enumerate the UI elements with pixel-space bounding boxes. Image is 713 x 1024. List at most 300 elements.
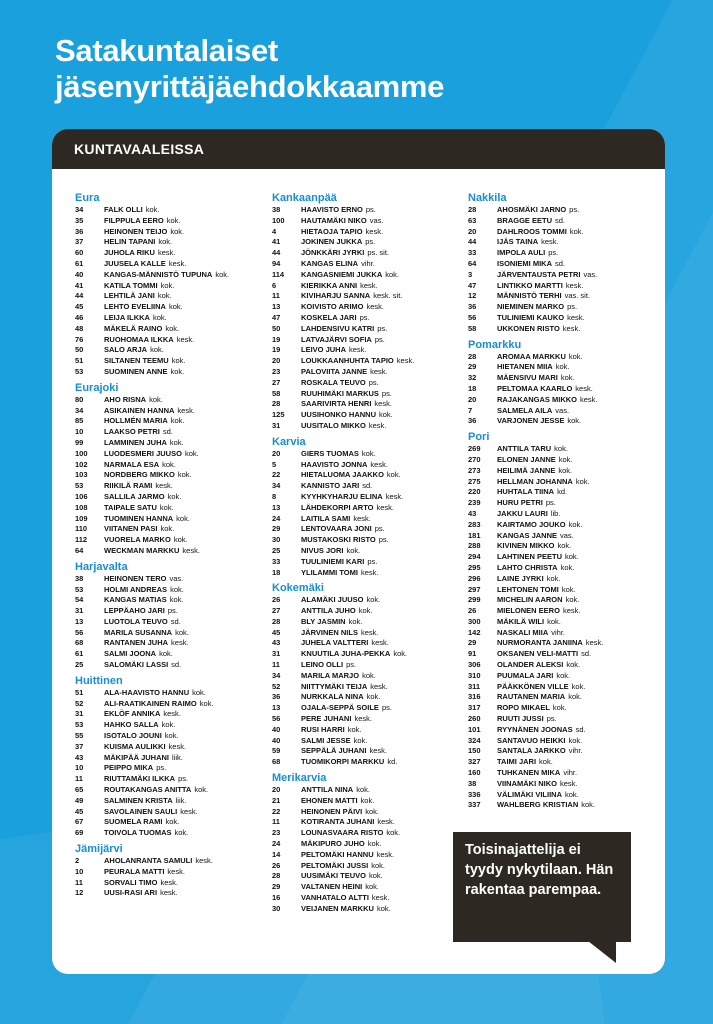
candidate-row	[468, 617, 658, 628]
candidate-number: 43	[272, 638, 281, 648]
candidate-name: NORDBERG MIKKO	[104, 470, 175, 480]
candidate-name: TUOMINEN HANNA	[104, 513, 174, 523]
candidate-row	[75, 709, 265, 720]
candidate-row	[272, 828, 462, 839]
candidate-party: kesk.	[365, 226, 384, 236]
candidate-row	[75, 291, 265, 302]
candidate-number: 12	[468, 291, 477, 301]
candidate-row	[75, 888, 265, 899]
candidate-name: LEPPÄAHO JARI	[104, 606, 165, 616]
candidate-party: ps.	[377, 323, 388, 333]
candidate-number: 41	[75, 280, 84, 290]
candidate-name: ALA-HAAVISTO HANNU	[104, 687, 190, 697]
candidate-row	[75, 731, 265, 742]
candidate-party: kok.	[581, 800, 596, 810]
candidate-row	[75, 481, 265, 492]
candidate-row	[468, 779, 658, 790]
candidate-party: ps.	[365, 205, 376, 214]
candidate-name: KANGAS-MÄNNISTÖ TUPUNA	[104, 269, 213, 279]
candidate-row	[75, 449, 265, 460]
candidate-party: vas.	[169, 573, 184, 583]
candidate-party: kok.	[199, 698, 214, 708]
candidate-number: 63	[468, 215, 477, 225]
candidate-row	[272, 281, 462, 292]
headline-line-1: Satakuntalaiset	[55, 33, 278, 68]
candidate-row	[468, 324, 658, 335]
candidate-name: ANTTILA NINA	[301, 785, 354, 795]
candidate-name: OKSANEN VELI-MATTI	[497, 649, 579, 659]
candidate-number: 38	[75, 573, 84, 583]
candidate-party: sd.	[581, 649, 592, 659]
candidate-number: 64	[468, 258, 477, 268]
candidate-party: kok.	[169, 437, 184, 447]
candidate-row	[468, 757, 658, 768]
candidate-name: RIUTTAMÄKI ILKKA	[104, 774, 176, 784]
candidate-row	[272, 692, 462, 703]
candidate-name: FILPPULA EERO	[104, 215, 164, 225]
candidate-name: HEINONEN TEIJO	[104, 226, 168, 236]
candidate-number: 12	[75, 888, 84, 898]
candidate-number: 297	[468, 584, 481, 594]
candidate-name: LEINO OLLI	[301, 660, 344, 670]
candidate-number: 296	[468, 573, 481, 583]
candidate-name: GIERS TUOMAS	[301, 448, 359, 458]
candidate-row	[75, 395, 265, 406]
candidate-name: KOSKELA JARI	[301, 312, 357, 322]
candidate-row	[468, 563, 658, 574]
candidate-party: kok.	[376, 903, 391, 913]
candidate-number: 13	[272, 302, 281, 312]
candidate-row	[272, 367, 462, 378]
candidate-name: NURKKALA NINA	[301, 692, 364, 702]
candidate-name: RUSI HARRI	[301, 724, 345, 734]
candidate-name: IJÄS TAINA	[497, 237, 539, 247]
candidate-number: 43	[468, 508, 477, 518]
candidate-party: kok.	[558, 465, 573, 475]
candidate-party: kesk.	[180, 806, 198, 816]
candidate-party: kesk.	[371, 893, 390, 903]
candidate-row	[468, 746, 658, 757]
candidate-row	[468, 259, 658, 270]
candidate-party: kok.	[571, 681, 586, 691]
candidate-row	[272, 237, 462, 248]
candidate-number: 61	[75, 258, 84, 268]
candidate-name: PELTOMÄKI JUSSI	[301, 860, 369, 870]
candidate-name: LAHTO CHRISTA	[497, 562, 558, 572]
candidate-number: 26	[272, 860, 281, 870]
candidate-row	[468, 520, 658, 531]
candidate-number: 36	[75, 226, 84, 236]
candidate-row	[75, 617, 265, 628]
candidate-row	[468, 270, 658, 281]
candidate-number: 37	[75, 237, 84, 247]
candidate-name: OLANDER ALEKSI	[497, 660, 564, 670]
candidate-party: kok.	[568, 519, 583, 529]
candidate-row	[75, 460, 265, 471]
candidate-party: kok.	[174, 828, 189, 838]
candidate-party: kok.	[560, 373, 575, 383]
candidate-name: VUORELA MARKO	[104, 535, 171, 545]
candidate-name: KATILA TOMMI	[104, 280, 158, 290]
candidate-number: 45	[75, 302, 84, 312]
candidate-party: ps.	[381, 388, 392, 398]
card-title: KUNTAVAALEISSA	[52, 129, 665, 169]
candidate-row	[272, 839, 462, 850]
candidate-number: 65	[75, 785, 84, 795]
candidate-number: 110	[75, 524, 88, 534]
candidate-row	[272, 893, 462, 904]
candidate-party: ps.	[381, 703, 392, 713]
candidate-name: NURMORANTA JANIINA	[497, 638, 583, 648]
candidate-row	[75, 427, 265, 438]
candidate-party: kok.	[360, 795, 375, 805]
municipality-heading: Nakkila	[468, 192, 507, 204]
candidate-name: NIEMINEN MARKO	[497, 302, 565, 312]
candidate-party: vihr.	[568, 746, 583, 756]
candidate-party: kok.	[171, 356, 186, 366]
candidate-number: 94	[272, 258, 281, 268]
candidate-party: kesk. sit.	[373, 291, 403, 301]
candidate-number: 44	[75, 291, 84, 301]
candidate-row	[272, 882, 462, 893]
candidate-number: 101	[468, 724, 481, 734]
candidate-party: kok.	[568, 692, 582, 702]
candidate-party: ps.	[368, 377, 379, 387]
candidate-name: SILTANEN TEEMU	[104, 356, 169, 366]
candidate-party: kok.	[160, 280, 175, 290]
candidate-number: 273	[468, 465, 481, 475]
candidate-number: 58	[468, 323, 477, 333]
candidate-number: 28	[272, 871, 281, 881]
candidate-name: MARILA MARJO	[301, 670, 360, 680]
candidate-row	[272, 524, 462, 535]
candidate-party: kok.	[557, 541, 572, 551]
candidate-party: sd.	[170, 616, 181, 626]
candidate-party: ps.	[167, 606, 178, 616]
candidate-party: kok.	[379, 410, 393, 420]
candidate-number: 80	[75, 394, 84, 404]
candidate-party: kesk.	[370, 681, 388, 691]
municipality-heading: Merikarvia	[272, 772, 327, 785]
candidate-name: TULINIEMI KAUKO	[497, 312, 565, 322]
candidate-number: 45	[272, 627, 281, 637]
candidate-name: HEILIMÄ JANNE	[497, 465, 556, 475]
candidate-party: kok.	[194, 785, 209, 795]
candidate-party: kesk.	[168, 258, 187, 268]
candidate-row	[75, 302, 265, 313]
candidate-party: kok.	[366, 595, 381, 605]
candidate-row	[272, 470, 462, 481]
candidate-row	[75, 763, 265, 774]
candidate-number: 316	[468, 692, 481, 702]
candidate-party: kok.	[356, 785, 370, 795]
municipality-heading: Karvia	[272, 435, 306, 448]
candidate-party: ps.	[367, 556, 378, 566]
candidate-number: 69	[75, 828, 84, 838]
candidate-name: PEIPPO MIKA	[104, 763, 154, 773]
candidate-number: 46	[75, 312, 84, 322]
candidate-name: VIITANEN PASI	[104, 524, 158, 534]
candidate-party: kok.	[568, 351, 583, 361]
candidate-row	[75, 856, 265, 867]
candidate-number: 31	[75, 709, 84, 719]
candidate-row	[468, 541, 658, 552]
column-2	[272, 192, 462, 915]
candidate-row	[468, 455, 658, 466]
candidate-number: 31	[75, 606, 84, 616]
candidate-party: ps.	[378, 535, 389, 545]
candidate-party: kok.	[366, 692, 381, 702]
candidate-row	[468, 384, 658, 395]
candidate-name: LAMMINEN JUHA	[104, 437, 167, 447]
candidate-number: 56	[468, 312, 477, 322]
candidate-number: 150	[468, 746, 481, 756]
candidate-row	[75, 335, 265, 346]
candidate-row	[272, 460, 462, 471]
candidate-name: SALLILA JARMO	[104, 491, 165, 501]
candidate-party: vas. sit.	[564, 291, 591, 301]
candidate-name: VIINAMÄKI NIKO	[497, 778, 557, 788]
candidate-row	[468, 714, 658, 725]
candidate-number: 31	[272, 649, 281, 659]
candidate-name: MÄKIPÄÄ JUHANI	[104, 752, 170, 762]
candidate-name: ALAMÄKI JUUSO	[301, 595, 364, 605]
candidate-number: 294	[468, 552, 481, 562]
candidate-number: 30	[272, 903, 281, 913]
candidate-row	[272, 861, 462, 872]
candidate-party: kok.	[161, 720, 176, 730]
candidate-party: kok.	[170, 416, 185, 426]
candidate-name: MÄKIPURO JUHO	[301, 839, 365, 849]
candidate-party: ps.	[346, 660, 357, 670]
candidate-row	[75, 259, 265, 270]
candidate-row	[272, 785, 462, 796]
candidate-number: 22	[272, 470, 281, 480]
candidate-name: LINTIKKO MARTTI	[497, 280, 563, 290]
candidate-row	[272, 335, 462, 346]
candidate-row	[272, 378, 462, 389]
candidate-number: 54	[75, 595, 84, 605]
candidate-row	[75, 416, 265, 427]
candidate-name: NIITTYMÄKI TEIJA	[301, 681, 368, 691]
candidate-number: 27	[272, 606, 281, 616]
candidate-party: kesk.	[171, 638, 189, 648]
candidate-name: VEIJANEN MARKKU	[301, 903, 374, 913]
candidate-row	[468, 362, 658, 373]
candidate-name: JAKKU LAURI	[497, 508, 548, 518]
candidate-number: 11	[272, 291, 280, 301]
candidate-name: UUSIMÄKI TEUVO	[301, 871, 367, 881]
candidate-number: 24	[272, 513, 281, 523]
candidate-number: 10	[75, 427, 84, 437]
candidate-name: KANGAS JANNE	[497, 530, 558, 540]
candidate-party: kesk.	[353, 513, 371, 523]
candidate-number: 34	[75, 405, 84, 415]
candidate-number: 108	[75, 502, 88, 512]
candidate-party: kesk.	[385, 491, 404, 501]
candidate-number: 10	[75, 763, 84, 773]
candidate-row	[468, 509, 658, 520]
candidate-name: KANGAS ELINA	[301, 258, 359, 268]
candidate-name: JUHELA VALTTERI	[301, 638, 369, 648]
candidate-party: ps.	[546, 714, 557, 724]
candidate-number: 19	[272, 334, 281, 344]
candidate-number: 99	[75, 437, 84, 447]
candidate-name: MÄNNISTÖ TERHI	[497, 291, 562, 301]
candidate-row	[272, 746, 462, 757]
candidate-row	[468, 205, 658, 216]
candidate-row	[272, 606, 462, 617]
candidate-number: 61	[75, 649, 84, 659]
candidate-row	[468, 227, 658, 238]
candidate-row	[272, 807, 462, 818]
candidate-row	[75, 205, 265, 216]
candidate-party: kesk.	[167, 866, 185, 876]
candidate-row	[75, 406, 265, 417]
candidate-number: 43	[75, 752, 84, 762]
candidate-row	[468, 800, 658, 811]
candidate-party: ps.	[156, 763, 167, 773]
candidate-name: FALK OLLI	[104, 205, 143, 214]
candidate-row	[75, 720, 265, 731]
candidate-name: DAHLROOS TOMMI	[497, 226, 567, 236]
candidate-number: 30	[272, 535, 281, 545]
candidate-number: 20	[272, 448, 281, 458]
candidate-party: kok.	[575, 476, 590, 486]
candidate-row	[272, 703, 462, 714]
candidate-party: kesk.	[160, 888, 178, 898]
candidate-name: SAARIVIRTA HENRI	[301, 399, 372, 409]
candidate-number: 68	[75, 638, 84, 648]
candidate-name: RANTANEN JUHA	[104, 638, 169, 648]
candidate-party: lib.	[550, 508, 561, 518]
candidate-name: MICHELIN AARON	[497, 595, 563, 605]
candidate-row	[75, 638, 265, 649]
candidate-number: 59	[272, 746, 281, 756]
candidate-row	[468, 531, 658, 542]
candidate-number: 32	[468, 373, 477, 383]
candidate-name: HELLMAN JOHANNA	[497, 476, 573, 486]
candidate-number: 22	[272, 806, 281, 816]
candidate-party: kesk.	[177, 405, 195, 415]
candidate-number: 29	[468, 362, 477, 372]
candidate-number: 45	[75, 806, 84, 816]
candidate-name: LÄHDEKORPI ARTO	[301, 502, 374, 512]
candidate-number: 44	[468, 237, 477, 247]
candidate-name: VANHATALO ALTTI	[301, 893, 369, 903]
candidate-number: 40	[75, 269, 84, 279]
candidate-party: kesk.	[360, 280, 378, 290]
candidate-party: kok.	[176, 513, 190, 523]
candidate-name: LAINE JYRKI	[497, 573, 544, 583]
candidate-name: ASIKAINEN HANNA	[104, 405, 175, 415]
candidate-number: 55	[75, 731, 84, 741]
municipality-heading: Jämijärvi	[75, 843, 123, 856]
candidate-party: kok.	[367, 839, 382, 849]
candidate-party: kok.	[386, 470, 401, 480]
candidate-name: SALO ARJA	[104, 345, 148, 355]
candidate-row	[468, 281, 658, 292]
candidate-row	[272, 291, 462, 302]
candidate-party: kd.	[557, 487, 568, 497]
candidate-party: kok.	[170, 366, 185, 376]
candidate-party: vas.	[369, 215, 384, 225]
candidate-party: ps.	[365, 237, 376, 247]
candidate-name: UUSIHONKO HANNU	[301, 410, 376, 420]
candidate-name: ROUTAKANGAS ANITTA	[104, 785, 192, 795]
candidate-row	[272, 313, 462, 324]
candidate-party: kok.	[556, 670, 571, 680]
candidate-party: kok.	[164, 731, 179, 741]
candidate-row	[272, 628, 462, 639]
candidate-name: PÄÄKKÖNEN VILLE	[497, 681, 569, 691]
candidate-row	[75, 438, 265, 449]
candidate-row	[468, 671, 658, 682]
candidate-row	[75, 237, 265, 248]
candidate-number: 283	[468, 519, 481, 529]
municipality-heading: Harjavalta	[75, 560, 128, 573]
candidate-number: 29	[272, 524, 281, 534]
column-3	[468, 192, 658, 811]
candidate-party: kesk.	[377, 817, 395, 827]
candidate-party: kesk.	[562, 323, 581, 333]
candidate-party: kok.	[371, 860, 385, 870]
candidate-name: LEHTILÄ JANI	[104, 291, 155, 301]
candidate-party: kesk.	[575, 383, 593, 393]
candidate-number: 37	[75, 741, 84, 751]
candidate-name: YLILAMMI TOMI	[301, 567, 358, 577]
candidate-row	[75, 546, 265, 557]
candidate-number: 310	[468, 670, 481, 680]
candidate-name: KAIRTAMO JOUKO	[497, 519, 566, 529]
candidate-party: kok.	[560, 562, 575, 572]
candidate-party: kok.	[565, 595, 580, 605]
candidate-number: 103	[75, 470, 88, 480]
candidate-row	[272, 492, 462, 503]
candidate-party: kok.	[555, 362, 570, 372]
candidate-row	[468, 406, 658, 417]
candidate-row	[468, 768, 658, 779]
candidate-row	[75, 753, 265, 764]
candidate-row	[468, 477, 658, 488]
candidate-number: 311	[468, 681, 481, 691]
candidate-name: ALI-RAATIKAINEN RAIMO	[104, 698, 197, 708]
candidate-row	[75, 796, 265, 807]
candidate-row	[272, 796, 462, 807]
candidate-row	[468, 638, 658, 649]
candidate-party: kesk.	[354, 714, 372, 724]
candidate-party: kok.	[546, 573, 561, 583]
candidate-party: kok.	[565, 552, 579, 562]
candidate-row	[468, 291, 658, 302]
candidate-party: kesk.	[349, 345, 367, 355]
candidate-row	[468, 313, 658, 324]
candidate-name: LEIJA ILKKA	[104, 312, 150, 322]
candidate-party: kesk.	[374, 399, 392, 409]
candidate-name: JÖNKKÄRI JYRKI	[301, 248, 365, 258]
candidate-number: 51	[75, 687, 84, 697]
candidate-number: 8	[272, 491, 277, 501]
candidate-row	[272, 389, 462, 400]
candidate-party: kok.	[567, 416, 582, 426]
candidate-party: kesk.	[580, 394, 598, 404]
candidate-row	[272, 535, 462, 546]
candidate-name: JOKINEN JUKKA	[301, 237, 363, 247]
candidate-row	[75, 470, 265, 481]
candidate-party: kok.	[166, 215, 181, 225]
candidate-number: 47	[272, 312, 281, 322]
candidate-party: kok.	[569, 226, 584, 236]
